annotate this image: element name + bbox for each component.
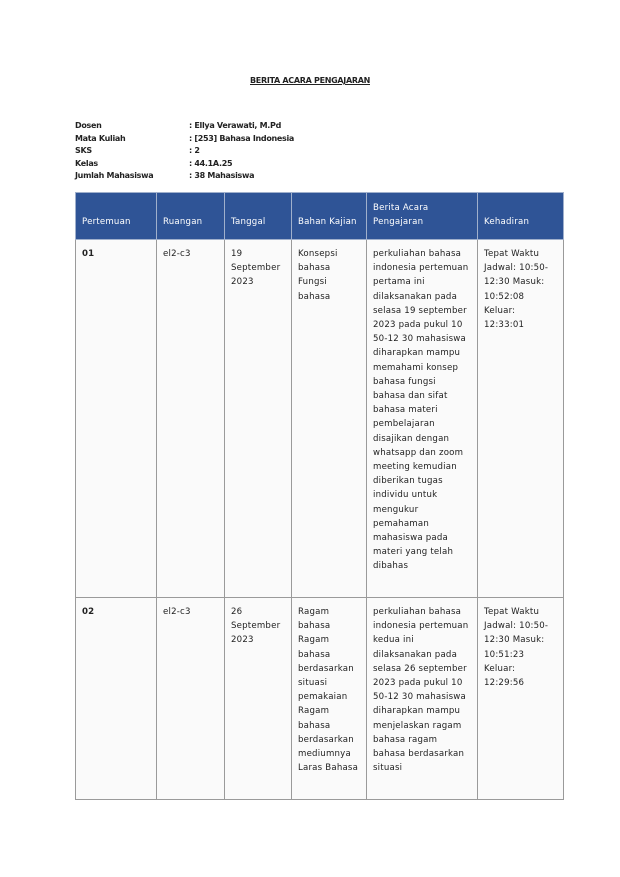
table-header-row [76, 193, 564, 240]
cell-berita-acara: perkuliahan bahasa indonesia pertemuan kedua ini dilaksanakan pada selasa 26 september 2023 pada pukul 10 50-12 30 mahasiswa diharapkan mampu menjelaskan ragam bahasa ragam bahasa berdasarkan situasi [367, 598, 478, 800]
cell-pertemuan: 01 [76, 240, 157, 598]
header-pertemuan: Pertemuan [76, 193, 157, 240]
table-row [76, 240, 564, 598]
info-row-mata-kuliah [75, 133, 294, 146]
cell-kehadiran: Tepat Waktu Jadwal: 10:50-12:30 Masuk: 10:52:08 Keluar: 12:33:01 [478, 240, 564, 598]
info-row-kelas [75, 158, 294, 171]
cell-ruangan: el2-c3 [157, 240, 225, 598]
cell-ruangan: el2-c3 [157, 598, 225, 800]
info-row-sks [75, 145, 294, 158]
info-label: Kelas [75, 158, 98, 168]
info-label: Jumlah Mahasiswa [75, 171, 154, 180]
info-label: Mata Kuliah [75, 133, 126, 143]
info-value: : 2 [189, 146, 200, 155]
cell-pertemuan: 02 [76, 598, 157, 800]
info-value: : [253] Bahasa Indonesia [189, 133, 295, 143]
header-berita-acara: Berita Acara Pengajaran [367, 193, 478, 240]
table-row [76, 598, 564, 800]
cell-bahan-kajian: Konsepsi bahasa Fungsi bahasa [292, 240, 367, 598]
info-value: : 44.1A.25 [189, 158, 233, 168]
cell-tanggal: 19 September 2023 [225, 240, 292, 598]
cell-tanggal: 26 September 2023 [225, 598, 292, 800]
cell-kehadiran: Tepat Waktu Jadwal: 10:50-12:30 Masuk: 10:51:23 Keluar: 12:29:56 [478, 598, 564, 800]
header-bahan-kajian: Bahan Kajian [292, 193, 367, 240]
document-title: BERITA ACARA PENGAJARAN [250, 76, 370, 85]
cell-bahan-kajian: Ragam bahasa Ragam bahasa berdasarkan situasi pemakaian Ragam bahasa berdasarkan mediumnya Laras Bahasa [292, 598, 367, 800]
header-kehadiran: Kehadiran [478, 193, 564, 240]
info-value: : Ellya Verawati, M.Pd [189, 121, 282, 130]
header-ruangan: Ruangan [157, 193, 225, 240]
header-tanggal: Tanggal [225, 193, 292, 240]
info-label: Dosen [75, 121, 102, 130]
info-label: SKS [75, 146, 92, 155]
course-info [75, 120, 294, 183]
teaching-record-table [75, 192, 564, 800]
info-value: : 38 Mahasiswa [189, 171, 255, 180]
info-row-dosen [75, 120, 294, 133]
info-row-jumlah-mahasiswa [75, 170, 294, 183]
cell-berita-acara: perkuliahan bahasa indonesia pertemuan pertama ini dilaksanakan pada selasa 19 september 2023 pada pukul 10 50-12 30 mahasiswa diharapkan mampu memahami konsep bahasa fungsi bahasa dan sifat bahasa materi pembelajaran disajikan dengan whatsapp dan zoom meeting kemudian diberikan tugas individu untuk mengukur pemahaman mahasiswa pada materi yang telah dibahas [367, 240, 478, 598]
